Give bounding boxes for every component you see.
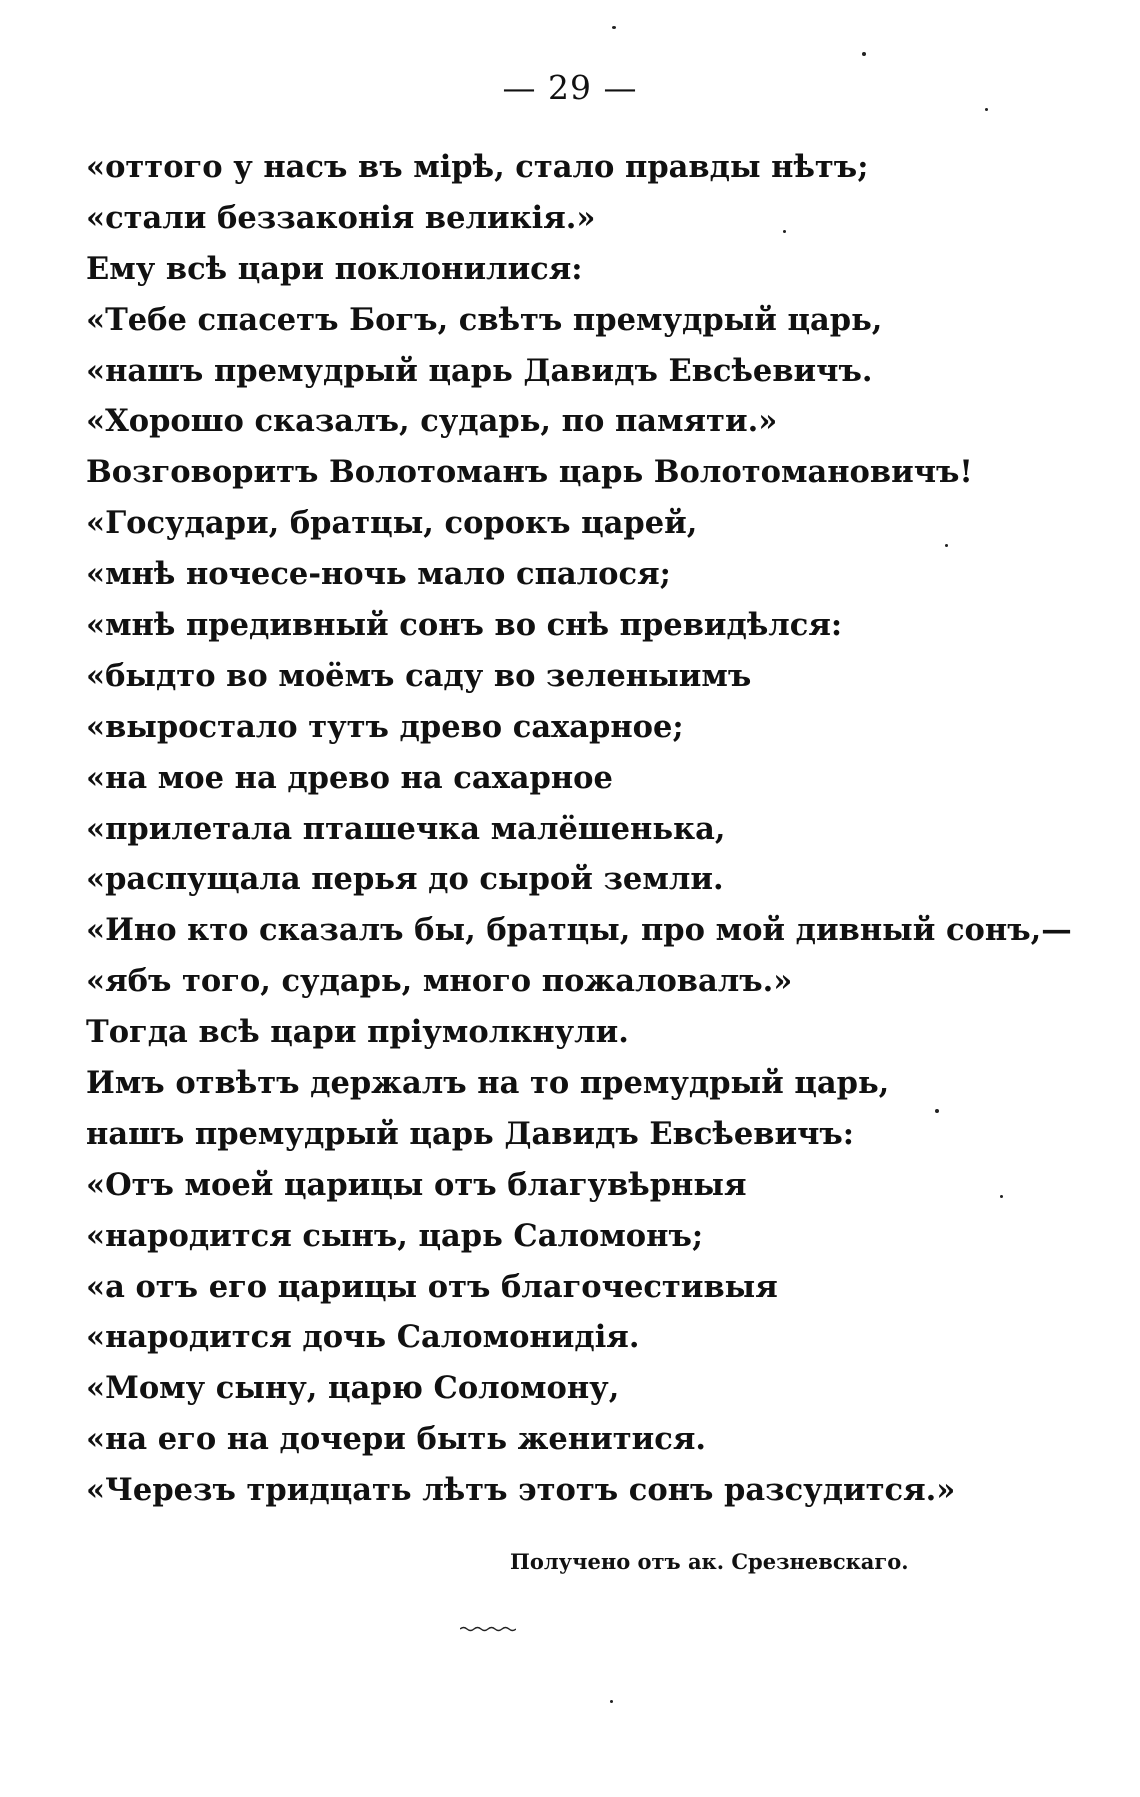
poem-line: нашъ премудрый царь Давидъ Евсѣевичъ:	[86, 1115, 855, 1152]
poem-line: «Тебе спасетъ Богъ, свѣтъ премудрый царь,	[86, 301, 883, 338]
poem-line: «Государи, братцы, сорокъ царей,	[86, 505, 698, 542]
poem-line: «мнѣ ночесе-ночь мало спалося;	[86, 556, 671, 593]
poem-line: «выростало тутъ древо сахарное;	[86, 708, 684, 745]
poem-text	[86, 142, 1072, 1516]
poem-line: «стали беззаконія великія.»	[86, 199, 596, 236]
poem-line: «прилетала пташечка малёшенька,	[86, 810, 726, 847]
poem-line: «ябъ того, сударь, много пожаловалъ.»	[86, 963, 793, 1000]
scan-speck	[985, 108, 988, 111]
poem-line: Тогда всѣ цари пріумолкнули.	[86, 1014, 629, 1051]
scan-speck	[1000, 1195, 1003, 1198]
poem-line: Ему всѣ цари поклонилися:	[86, 250, 583, 287]
scan-speck	[610, 1700, 613, 1703]
poem-line: «Отъ моей царицы отъ благувѣрныя	[86, 1166, 747, 1203]
poem-line: «Хорошо сказалъ, сударь, по памяти.»	[86, 403, 778, 440]
scan-speck	[862, 52, 866, 56]
scan-speck	[783, 230, 786, 233]
poem-line: «Мому сыну, царю Соломону,	[86, 1370, 620, 1407]
scan-speck	[612, 26, 616, 29]
poem-line: «распущала перья до сырой земли.	[86, 861, 724, 898]
poem-line: «мнѣ предивный сонъ во снѣ превидѣлся:	[86, 607, 843, 644]
poem-line: «на мое на древо на сахарное	[86, 759, 613, 796]
poem-line: «народится сынъ, царь Саломонъ;	[86, 1217, 704, 1254]
end-ornament-rule	[460, 1626, 516, 1632]
poem-line: «оттого у насъ въ мірѣ, стало правды нѣтъ;	[86, 149, 869, 185]
page-number: — 29 —	[502, 68, 638, 107]
poem-line: «Черезъ тридцать лѣтъ этотъ сонъ разсудится.»	[86, 1472, 956, 1509]
scan-speck	[935, 1109, 939, 1113]
scan-speck	[945, 544, 948, 547]
poem-line: «Ино кто сказалъ бы, братцы, про мой дивный сонъ,—	[86, 912, 1072, 949]
poem-line: «а отъ его царицы отъ благочестивыя	[86, 1268, 778, 1305]
attribution-note: Получено отъ ак. Срезневскаго.	[510, 1549, 909, 1574]
poem-line: Имъ отвѣтъ держалъ на то премудрый царь,	[86, 1065, 890, 1102]
poem-line: Возговоритъ Волотоманъ царь Волотомановичъ!	[86, 454, 973, 491]
poem-line: «на его на дочери быть женитися.	[86, 1421, 707, 1458]
poem-line: «народится дочь Саломонидія.	[86, 1319, 640, 1356]
poem-line: «нашъ премудрый царь Давидъ Евсѣевичъ.	[86, 352, 873, 389]
poem-line: «быдто во моёмъ саду во зеленыимъ	[86, 657, 752, 694]
